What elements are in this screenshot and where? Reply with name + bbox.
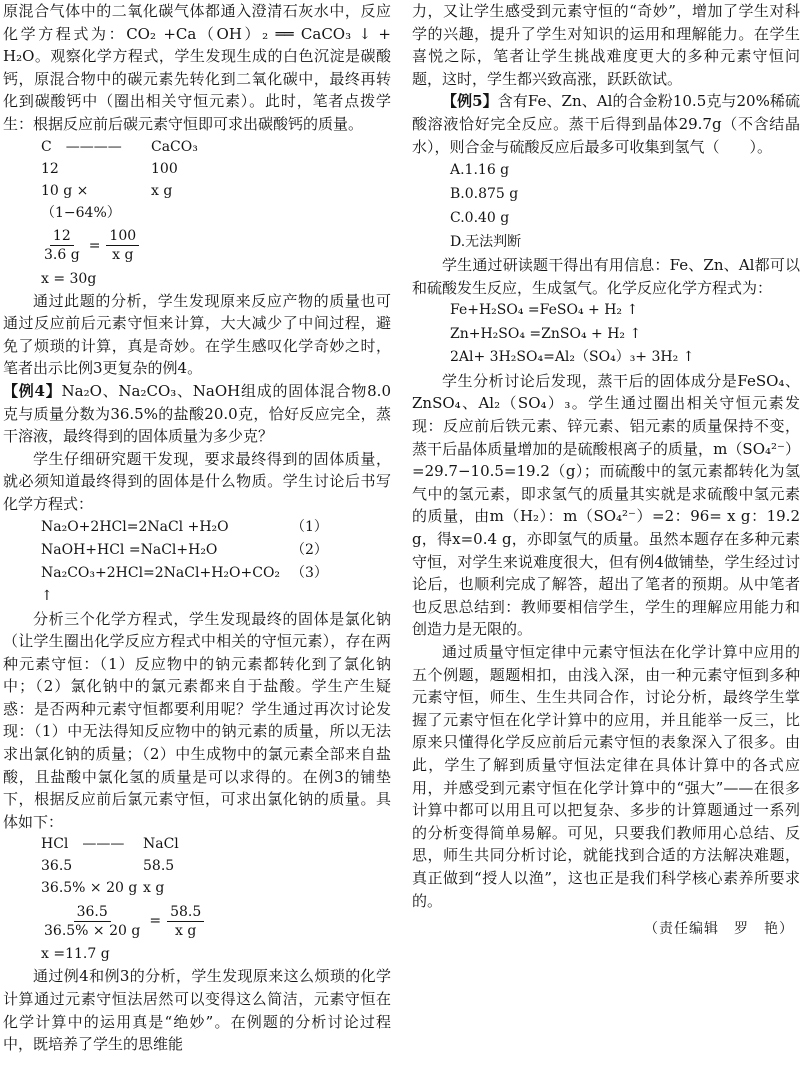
calc-term: 10 g ×（1−64%）	[41, 182, 121, 221]
equals-sign: =	[149, 913, 162, 930]
equation-row	[3, 539, 391, 562]
responsible-editor: （责任编辑 罗 艳）	[644, 921, 794, 938]
example-4	[3, 380, 391, 448]
numerator: 58.5	[167, 903, 204, 922]
paragraph: 通过例4和例3的分析，学生发现原来这么烦琐的化学计算通过元素守恒法居然可以变得这么简洁，元素守恒在化学计算中的运用真是“绝妙”。在例题的分析讨论过程中，既培养了学生的思维能	[3, 967, 391, 1054]
equation: 2Al+ 3H₂SO₄=Al₂（SO₄）₃+ 3H₂ ↑	[450, 349, 695, 366]
equation-number: （1）	[291, 518, 328, 535]
option-c: C.0.40 g	[450, 210, 510, 227]
calc-term: 36.5% × 20 g	[41, 880, 138, 897]
calc-result: x = 30g	[41, 270, 97, 287]
option-a: A.1.16 g	[450, 162, 510, 179]
paragraph: 学生仔细研究题干发现，要求最终得到的固体质量，就必须知道最终得到的固体是什么物质。学生讨论后书写化学方程式：	[3, 449, 391, 513]
option-d: D.无法判断	[450, 234, 522, 251]
equation-row	[3, 562, 391, 608]
numerator: 36.5	[74, 903, 111, 922]
answer-options	[412, 158, 800, 254]
equals-sign: =	[88, 237, 101, 254]
equation-number: （3）	[291, 564, 328, 581]
proportion	[41, 224, 391, 268]
calc-term: NaCl	[143, 836, 179, 853]
paragraph: 学生通过研读题干得出有用信息：Fe、Zn、Al都可以和硫酸发生反应，生成氢气。化学反应化学方程式为：	[412, 256, 800, 297]
denominator: 3.6 g	[44, 247, 80, 264]
calc-term: CaCO₃	[151, 138, 198, 155]
paragraph: 通过质量守恒定律中元素守恒法在化学计算中应用的五个例题，题题相扣，由浅入深，由一种元素守恒到多种元素守恒，师生、生生共同合作，讨论分析，最终学生掌握了元素守恒在化学计算中的应用，并且能举一反三，比原来只懂得化学反应前后元素守恒的表象深入了很多。由此，学生了解到质量守恒法定律在具体计算中的各式应用，并感受到元素守恒在化学计算中的“强大”——在很多计算中都可以用且可以把复杂、多步的计算题通过一系列的分析变得简单易解。可见，只要我们教师用心总结、反思，师生共同分析讨论，就能找到合适的方法解决难题，真正做到“授人以渔”，这也正是我们科学核心素养所要求的。	[412, 642, 800, 910]
carbon-calculation	[3, 136, 391, 290]
equation: NaOH+HCl =NaCl+H₂O	[41, 541, 218, 558]
calc-term: 36.5	[41, 858, 73, 875]
paragraph: 力，又让学生感受到元素守恒的“奇妙”，增加了学生对科学的兴趣，提升了学生对知识的运用和理解能力。在学生喜悦之际，笔者让学生挑战难度更大的多种元素守恒问题，这时，学生都兴致高涨，跃跃欲试。	[412, 2, 800, 88]
paragraph: 通过此题的分析，学生发现原来反应产物的质量也可通过反应前后元素守恒来计算，大大减少了中间过程，避免了烦琐的计算，真是奇妙。在学生感叹化学奇妙之时，笔者出示比例3更复杂的例4。	[3, 291, 391, 378]
example-text: Na₂O、Na₂CO₃、NaOH组成的固体混合物8.0克与质量分数为36.5%的盐酸20.0克，恰好反应完全，蒸干溶液，最终得到的固体质量为多少克？	[3, 381, 391, 446]
numerator: 100	[106, 227, 139, 246]
calc-term: x g	[143, 880, 165, 897]
calc-result: x =11.7 g	[41, 946, 110, 963]
example-5	[412, 90, 800, 158]
right-column	[412, 0, 800, 1077]
calc-term: 12	[41, 160, 59, 177]
equation: Na₂CO₃+2HCl=2NaCl+H₂O+CO₂ ↑	[41, 564, 281, 604]
chlorine-calculation	[3, 833, 391, 965]
calc-term: C ————	[41, 138, 122, 155]
proportion	[41, 899, 391, 943]
calc-term: x g	[151, 182, 173, 199]
equation-number: （2）	[291, 541, 328, 558]
paragraph: 原混合气体中的二氧化碳气体都通入澄清石灰水中，反应化学方程式为：CO₂ +Ca（OH）₂ ══ CaCO₃ ↓ + H₂O。观察化学方程式，学生发现生成的白色沉淀是碳酸钙，原混合物中的碳元素先转化到二氧化碳中，最终再转化到碳酸钙中（圈出相关守恒元素）。此时，笔者点拨学生：根据反应前后碳元素守恒即可求出碳酸钙的质量。	[3, 2, 391, 133]
calc-term: HCl ———	[41, 836, 125, 853]
denominator: x g	[175, 922, 197, 939]
option-b: B.0.875 g	[450, 186, 519, 203]
denominator: x g	[112, 247, 134, 264]
calc-term: 58.5	[143, 858, 175, 875]
example-label: 【例5】	[442, 92, 498, 111]
example-label: 【例4】	[3, 381, 62, 400]
calc-term: 100	[151, 160, 178, 177]
numerator: 12	[50, 227, 74, 246]
paragraph: 学生分析讨论后发现，蒸干后的固体成分是FeSO₄、ZnSO₄、Al₂（SO₄）₃。学生通过圈出相关守恒元素发现：反应前后铁元素、锌元素、铝元素的质量保持不变，蒸干后晶体质量增加的是硫酸根离子的质量，m（SO₄²⁻）=29.7−10.5=19.2（g）；而硫酸中的氢元素都转化为氢气中的氢元素，即求氢气的质量其实就是求硫酸中氢元素的质量，由m（H₂）：m（SO₄²⁻）=2：96= x g：19.2 g，得x=0.4 g，亦即氢气的质量。虽然本题存在多种元素守恒，对学生来说难度很大，但有例4做铺垫，学生经过讨论后，也顺利完成了解答，超出了笔者的预期。从中笔者也反思总结到：教师要相信学生，学生的理解应用能力和创造力是无限的。	[412, 371, 800, 639]
denominator: 36.5% × 20 g	[44, 922, 141, 939]
equation: Fe+H₂SO₄ =FeSO₄ + H₂ ↑	[450, 302, 639, 319]
reaction-equations	[412, 299, 800, 370]
paragraph: 分析三个化学方程式，学生发现最终的固体是氯化钠（让学生圈出化学反应方程式中相关的守恒元素），存在两种元素守恒：（1）反应物中的钠元素都转化到了氯化钠中；（2）氯化钠中的氯元素都来自于盐酸。学生产生疑惑：是否两种元素守恒都要利用呢？学生通过再次讨论发现：（1）中无法得知反应物中的钠元素的质量，所以无法求出氯化钠的质量；（2）中生成物中的氯元素全部来自盐酸，且盐酸中氯化氢的质量是可以求得的。在例3的铺垫下，根据反应前后氯元素守恒，可求出氯化钠的质量。具体如下：	[3, 609, 391, 831]
equation-row	[3, 516, 391, 539]
equation: Zn+H₂SO₄ =ZnSO₄ + H₂ ↑	[450, 325, 642, 342]
equation: Na₂O+2HCl=2NaCl +H₂O	[41, 518, 229, 535]
example-text: 含有Fe、Zn、Al的合金粉10.5克与20%稀硫酸溶液恰好完全反应。蒸干后得到晶体29.7g（不含结晶水），则合金与硫酸反应后最多可收集到氢气（ ）。	[412, 92, 800, 156]
left-column	[3, 0, 391, 1077]
